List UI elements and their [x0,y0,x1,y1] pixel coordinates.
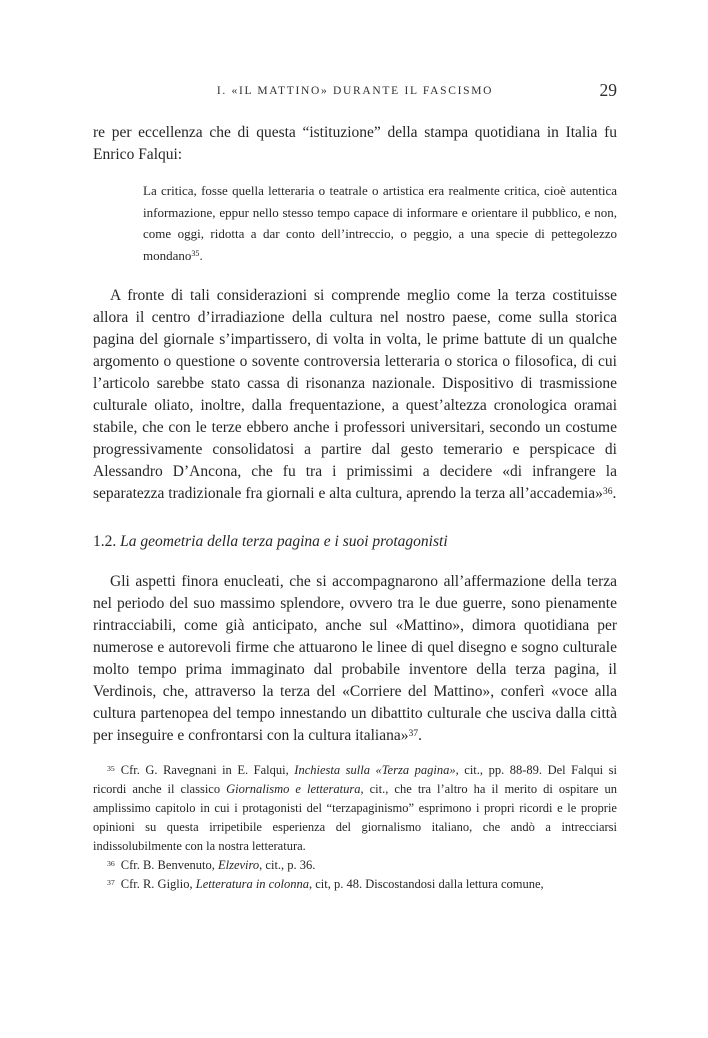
footnote-marker-37: 37 [107,877,115,887]
footnotes [93,761,617,894]
footnote-35 [93,761,617,856]
footnote-marker-36: 36 [107,858,115,868]
page-number: 29 [599,80,617,100]
blockquote-falqui: La critica, fosse quella letteraria o teatrale o artistica era realmente critica, cioè autentica informazione, eppur nello stesso tempo capace di informare e orientare il pubblico, e non, come oggi, ridotta a dar conto dell’intreccio, o peggio, a una specie di pettegolezzo mondano$^{35}$. [143,183,617,263]
footnote-text-37: Cfr. R. Giglio, Letteratura in colonna, cit, p. 48. Discostandosi dalla lettura comune, [120,877,544,891]
paragraph-gli-aspetti: Gli aspetti finora enucleati, che si accompagnarono all’affermazione della terza nel periodo del suo massimo splendore, ovvero tra le due guerre, sono pienamente rintracciabili, come già anticipato, anche sul «Mattino», dimora quotidiana per numerose e autorevoli firme che attuarono le linee di quel disegno e sogno culturale molto tempo prima immaginato dal probabile inventore della terza pagina, il Verdinois, che, attraverso la terza del «Corriere del Mattino», conferì «voce alla cultura partenopea del tempo innestando un dibattito culturale che usciva dalla città per inseguire e confrontarsi con la cultura italiana»$^{37}$. [93,573,617,744]
footnote-marker-35: 35 [107,763,115,773]
paragraph-intro: re per eccellenza che di questa “istituzione” della stampa quotidiana in Italia fu Enrico Falqui: [93,124,617,163]
text-column [93,122,617,894]
footnote-text-35: Cfr. G. Ravegnani in E. Falqui, Inchiesta sulla «Terza pagina», cit., pp. 88-89. Del Falqui si ricordi anche il classico Giornalismo e letteratura, cit., che tra l’altro ha il merito di ospitare un amplissimo capitolo in cui i protagonisti del “terzapaginismo” esprimono i propri ricordi e le proprie opinioni su questa irripetibile esperienza del giornalismo italiano, che andò a intrecciarsi indissolubilmente con la nostra letteratura. [93,763,618,853]
footnote-37 [93,875,617,894]
paragraph-a-fronte: A fronte di tali considerazioni si comprende meglio come la terza costituisse allora il centro d’irradiazione della cultura nel nostro paese, come sulla storica pagina del giornale s’impartissero, di volta in volta, le prime battute di un qualche argomento o questione o sovente controversia letteraria o storica o filosofica, di cui l’articolo sarebbe stato cassa di risonanza nazionale. Dispositivo di trasmissione culturale oliato, inoltre, dalla frequentazione, a quest’altezza cronologica oramai stabile, che con le terze ebbero anche i professori universitari, secondo un costume progressivamente consolidatosi a partire dal gesto temerario e perspicace di Alessandro D’Ancona, che fu tra i primissimi a decidere «di infrangere la separatezza tradizionale fra giornali e alta cultura, aprendo la terza all’accademia»$^{36}$. [93,287,617,502]
running-head: I. «IL MATTINO» DURANTE IL FASCISMO [216,85,494,97]
footnote-text-36: Cfr. B. Benvenuto, Elzeviro, cit., p. 36. [120,858,316,872]
section-heading: 1.2. La geometria della terza pagina e i suoi protagonisti [93,533,448,550]
footnote-36 [93,856,617,875]
page-header [93,80,617,101]
